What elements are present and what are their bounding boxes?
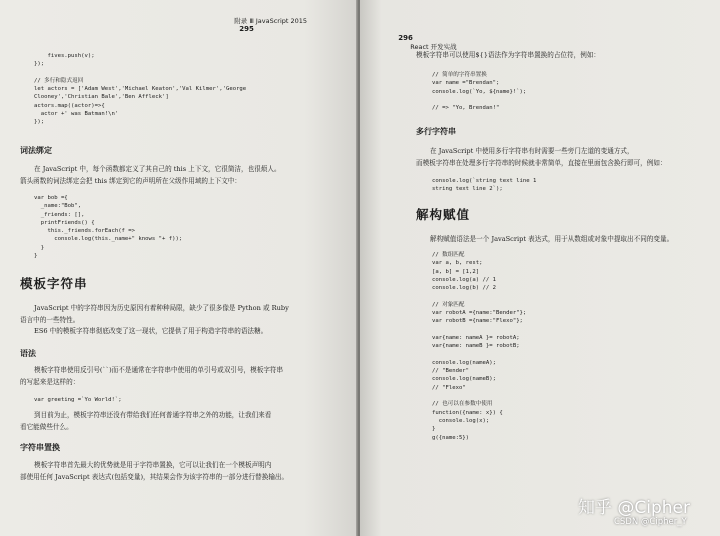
- heading-destructuring: 解构赋值: [416, 207, 471, 222]
- left-page: [0, 0, 358, 536]
- paragraph-line: 模板字符串首先最大的优势就是用于字符串置换，它可以让我们在一个模板声明内: [34, 461, 272, 469]
- paragraph-line: 箭头函数的词法绑定会把 this 绑定到它的声明所在父级作用域的上下文中：: [20, 176, 241, 185]
- right-header-title: React 开发实战: [410, 43, 457, 51]
- paragraph-line: 在 JavaScript 中使用多行字符串有时需要一些旁门左道的变通方式，: [430, 147, 634, 155]
- paragraph-line: 而模板字符串在处理多行字符串的时候就非常简单，直接在里面包含换行即可，例如：: [416, 158, 667, 167]
- paragraph-line: JavaScript 中的字符串因为历史原因有着种种局限，缺少了很多像是 Python 或 Ruby: [34, 304, 289, 312]
- paragraph-line: 模板字符串使用反引号(``)而不是通常在字符串中使用的单引号或双引号，模板字符串: [34, 366, 284, 374]
- paragraph-line: 的写起来是这样的：: [20, 377, 80, 386]
- right-page-number: 296: [398, 34, 413, 42]
- paragraph-line: 在 JavaScript 中，每个函数都定义了其自己的 this 上下文，它很简洁，也很烦人。: [34, 165, 281, 173]
- paragraph-line: 模板字符串可以使用${}语法作为字符串置换的占位符，例如：: [416, 51, 601, 59]
- paragraph-line: 语言中的一些特性。: [20, 315, 80, 324]
- paragraph-template-intro: [20, 303, 289, 338]
- left-header-title: 附录 Ⅲ JavaScript 2015: [234, 17, 308, 25]
- paragraph-substitution: [20, 460, 288, 483]
- heading-string-substitution: 字符串置换: [20, 443, 60, 452]
- code-block-multiline: console.log(`string text line 1 string text line 2`);: [432, 178, 537, 193]
- heading-template-strings: 模板字符串: [20, 276, 88, 291]
- paragraph-multiline: [416, 146, 667, 169]
- left-page-header: [226, 8, 307, 41]
- paragraph-line: 解构赋值语法是一个 JavaScript 表达式，用于从数组或对象中提取出不同的变量。: [430, 235, 674, 243]
- code-block-simple-substitution: // 简单的字符串置换 var name ="Brendan"; console.log(`Yo, ${name}!`); // => "Yo, Brendan!": [432, 72, 527, 112]
- right-page: [360, 0, 720, 536]
- code-block-greeting: var greeting =`Yo World!`;: [34, 397, 122, 403]
- paragraph-line: 看它能做些什么。: [20, 422, 73, 431]
- paragraph-so-far: [20, 410, 271, 433]
- paragraph-lexical-binding: [20, 164, 281, 187]
- left-page-number: 295: [239, 25, 254, 33]
- paragraph-syntax: [20, 365, 283, 388]
- code-block-arrow-functions: fives.push(v); }); // 多行和隐式返回 let actors = ['Adam West','Michael Keaton','Val Kilmer','George Clooney','Christian Bale','Ben Affleck'] actors.map((actor)=>{ actor +' was Batman!\n' });: [34, 53, 247, 126]
- heading-lexical-binding: 词法绑定: [20, 146, 52, 155]
- code-block-bob: var bob ={ _name:"Bob", _friends: [], printFriends() { this._friends.forEach(f => console.log(this._name+" knows "+ f)); } }: [34, 195, 183, 260]
- paragraph-line: ES6 中的模板字符串彻底改变了这一现状，它提供了用于构造字符串的语法糖。: [34, 327, 268, 335]
- paragraph-line: 到目前为止，模板字符串还没有带给我们任何普通字符串之外的功能，让我们来看: [34, 411, 272, 419]
- paragraph-line: 部使用任何 JavaScript 表达式(包括变量)，其结果会作为该字符串的一部分进行替换输出。: [20, 472, 289, 481]
- heading-multiline-strings: 多行字符串: [416, 127, 456, 136]
- watermark-csdn: CSDN @Cipher_Y: [614, 517, 687, 527]
- heading-syntax: 语法: [20, 349, 36, 358]
- paragraph-placeholder: [416, 50, 600, 62]
- code-block-destructuring: // 数组匹配 var a, b, rest; [a, b] = [1,2] console.log(a) // 1 console.log(b) // 2 // 对象匹配 var robotA ={name:"Bender"}; var robotB ={name:"Flexo"}; var{name: nameA }= robotA; var{name: nameB }= robotB; console.log(nameA); // "Bender" console.log(nameB); // "Flexo" // 也可以在参数中使用 function({name: x}) { console.log(x); } g({name:5}): [432, 252, 527, 441]
- paragraph-destructuring: [416, 234, 673, 246]
- watermark-zhihu: 知乎 @Cipher: [578, 498, 691, 518]
